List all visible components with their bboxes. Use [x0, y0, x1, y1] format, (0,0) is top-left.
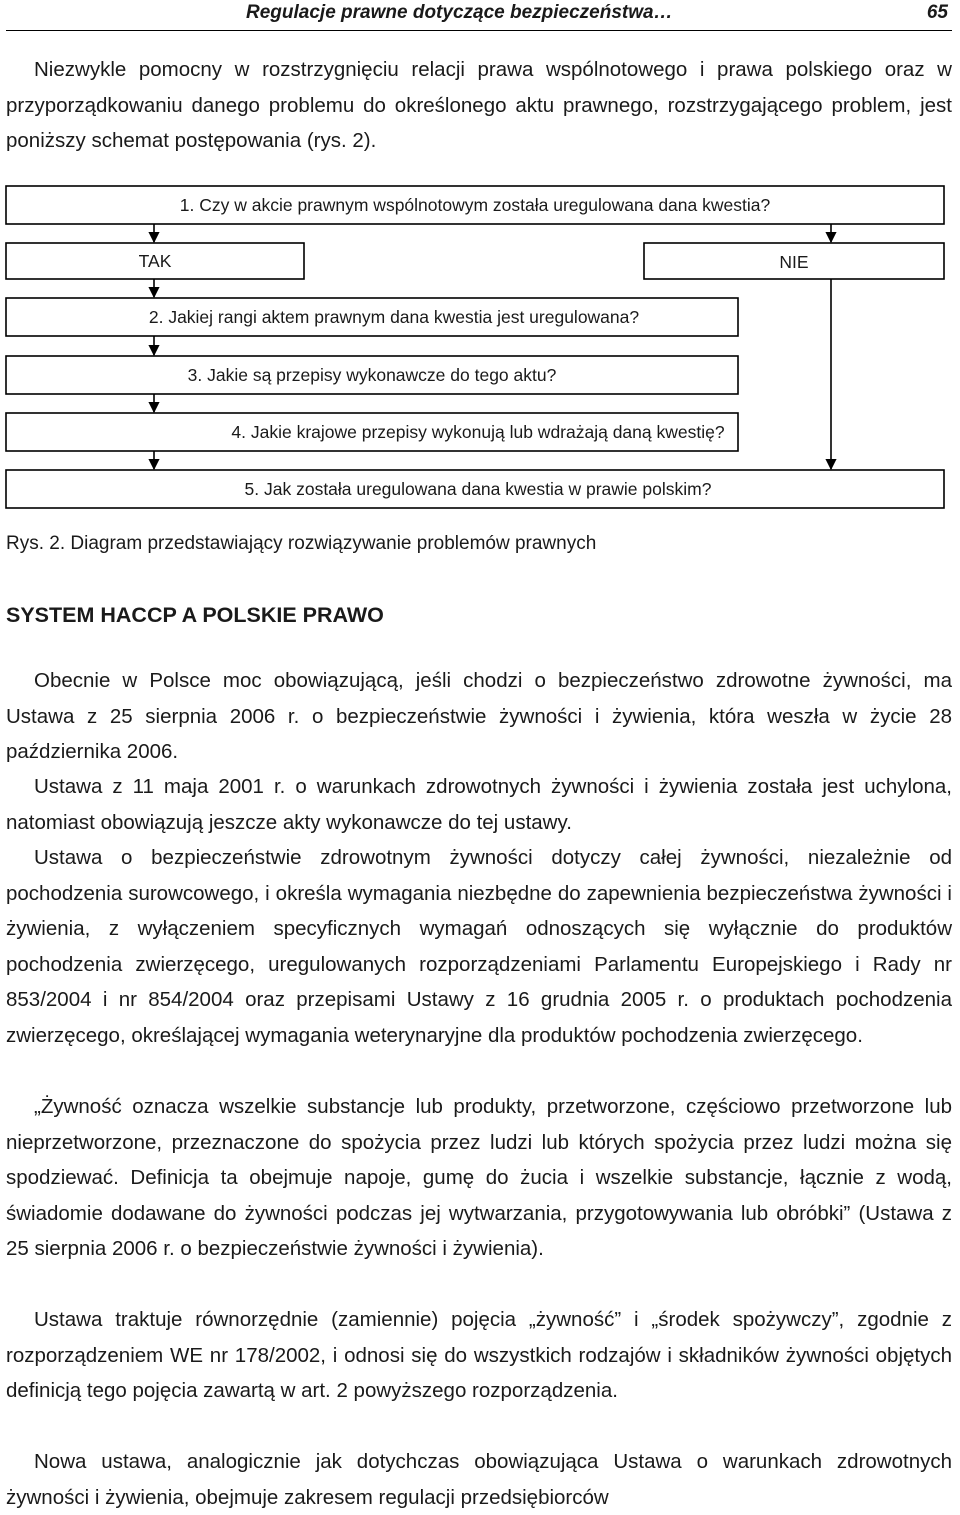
q3-text: 3. Jakie są przepisy wykonawcze do tego aktu?: [187, 365, 557, 385]
paragraph-6-text: Nowa ustawa, analogicznie jak dotychczas obowiązująca Ustawa o warunkach zdrowotnych żywności i żywienia, obejmuje zakresem regulacji przedsiębiorców: [6, 1450, 952, 1509]
nie-text: NIE: [779, 252, 809, 272]
q2-text: 2. Jakiej rangi aktem prawnym dana kwestia jest uregulowana?: [148, 307, 640, 327]
q4-text: 4. Jakie krajowe przepisy wykonują lub wdrażają daną kwestię?: [231, 422, 725, 442]
figure-caption: Rys. 2. Diagram przedstawiający rozwiązywanie problemów prawnych: [6, 533, 597, 554]
section-title: SYSTEM HACCP A POLSKIE PRAWO: [6, 603, 384, 627]
paragraph-4-text: „Żywność oznacza wszelkie substancje lub produkty, przetworzone, częściowo przetworzone lub nieprzetworzone, przeznaczone do spożycia przez ludzi lub których spożycia przez ludzi można się spodziewać. Definicja ta obejmuje napoje, gumę do żucia i wszelkie substancje, łącznie z wodą, świadomie dodawane do żywności podczas jej wytwarzania, przygotowywania lub obróbki” (Ustawa z 25 sierpnia 2006 r. o bezpieczeństwie żywności i żywienia).: [6, 1095, 952, 1260]
paragraph-1: [6, 663, 952, 770]
q1-text: 1. Czy w akcie prawnym wspólnotowym została uregulowana dana kwestia?: [179, 195, 771, 215]
flow-diagram: [0, 180, 960, 520]
intro-text: Niezwykle pomocny w rozstrzygnięciu relacji prawa wspólnotowego i prawa polskiego oraz w przyporządkowaniu danego problemu do określonego aktu prawnego, rozstrzygającego problem, jest poniższy schemat postępowania (rys. 2).: [6, 58, 952, 152]
page-header: [6, 0, 952, 31]
paragraph-3: [6, 840, 952, 1053]
q5-text: 5. Jak została uregulowana dana kwestia w prawie polskim?: [244, 479, 712, 499]
intro-paragraph: [6, 52, 952, 159]
paragraph-6: [6, 1444, 952, 1515]
paragraph-3-text: Ustawa o bezpieczeństwie zdrowotnym żywności dotyczy całej żywności, niezależnie od pochodzenia surowcowego, i określa wymagania niezbędne do zapewnienia bezpieczeństwa żywności i żywienia, z wyłączeniem specyficznych wymagań odnoszących się wyłącznie do produktów pochodzenia zwierzęcego, uregulowanych rozporządzeniami Parlamentu Europejskiego i Rady nr 853/2004 i nr 854/2004 oraz przepisami Ustawy z 16 grudnia 2005 r. o produktach pochodzenia zwierzęcego, określającej wymagania weterynaryjne dla produktów pochodzenia zwierzęcego.: [6, 846, 952, 1047]
tak-text: TAK: [138, 251, 172, 271]
paragraph-1-text: Obecnie w Polsce moc obowiązującą, jeśli chodzi o bezpieczeństwo zdrowotne żywności, ma Ustawa z 25 sierpnia 2006 r. o bezpieczeństwie żywności i żywienia, która weszła w życie 28 października 2006.: [6, 669, 952, 763]
running-title: Regulacje prawne dotyczące bezpieczeństwa…: [246, 2, 673, 23]
paragraph-5: [6, 1302, 952, 1409]
paragraph-5-text: Ustawa traktuje równorzędnie (zamiennie) pojęcia „żywność” i „środek spożywczy”, zgodnie z rozporządzeniem WE nr 178/2002, i odnosi się do wszystkich rodzajów i składników żywności objętych definicją tego pojęcia zawartą w art. 2 powyższego rozporządzenia.: [6, 1308, 952, 1402]
flow-diagram-svg: [0, 180, 960, 520]
paragraph-2-text: Ustawa z 11 maja 2001 r. o warunkach zdrowotnych żywności i żywienia została jest uchylona, natomiast obowiązują jeszcze akty wykonawcze do tej ustawy.: [6, 775, 952, 834]
page-number: 65: [926, 2, 948, 23]
paragraph-4: [6, 1089, 952, 1267]
paragraph-2: [6, 769, 952, 840]
